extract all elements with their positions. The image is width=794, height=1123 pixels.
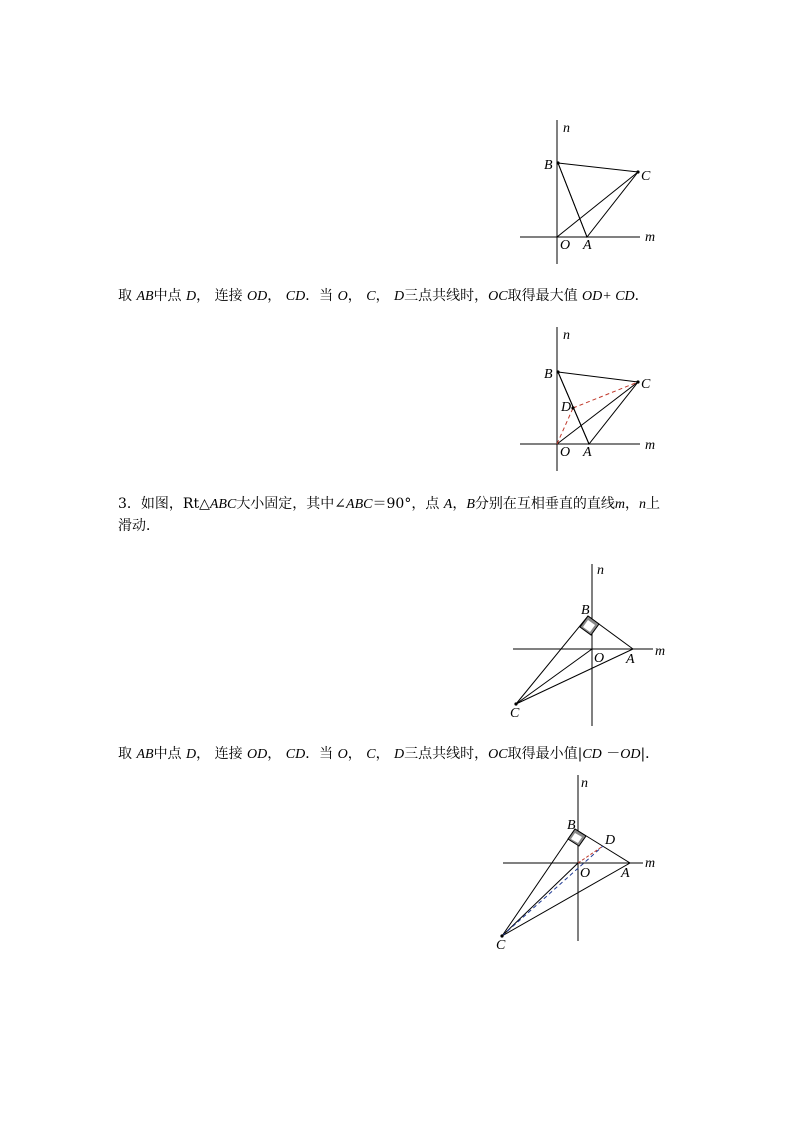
t: 取	[118, 746, 137, 762]
t: ，	[375, 288, 395, 304]
t: |．	[640, 746, 660, 762]
label-o: O	[580, 866, 591, 881]
var-c: C	[366, 747, 376, 762]
var-c: C	[366, 289, 376, 304]
label-a: A	[583, 445, 592, 460]
label-m: m	[645, 856, 656, 871]
var-ab: AB	[136, 747, 154, 762]
figure-3	[505, 562, 685, 730]
point-c	[636, 380, 639, 383]
t: 分别在互相垂直的直线	[474, 496, 615, 512]
point-d	[571, 406, 574, 409]
figure-2	[515, 325, 665, 475]
var-abc: ABC	[209, 497, 237, 512]
t: 上	[646, 496, 661, 512]
label-c: C	[510, 706, 520, 721]
t: ．当	[305, 746, 338, 762]
var-d: D	[394, 289, 405, 304]
point-b	[556, 370, 559, 373]
t: 三点共线时，	[404, 746, 489, 762]
var-ab: AB	[136, 289, 154, 304]
label-d: D	[605, 833, 616, 848]
t: ， 连接	[196, 288, 248, 304]
label-b: B	[567, 818, 576, 833]
var-b: B	[466, 497, 475, 512]
var-abc: ABC	[346, 497, 373, 512]
t: 中点	[153, 288, 187, 304]
problem-3-line-2	[118, 515, 160, 537]
var-oc: OC	[488, 289, 508, 304]
t: 中点	[153, 746, 187, 762]
label-c: C	[496, 938, 506, 953]
label-a: A	[621, 866, 630, 881]
var-od: OD	[620, 747, 641, 762]
problem-3-line-1	[118, 493, 660, 516]
point-b	[556, 161, 559, 164]
label-d: D	[561, 400, 572, 415]
t: 取得最小值|	[507, 746, 583, 762]
label-n: n	[563, 121, 570, 136]
solution-text-1	[118, 285, 649, 308]
var-od: OD	[247, 289, 268, 304]
t: ＝90°，点	[372, 496, 444, 512]
t: ．	[634, 288, 649, 304]
var-d: D	[394, 747, 405, 762]
var-oc: OC	[488, 747, 508, 762]
var-n: n	[639, 497, 647, 512]
var-d: D	[186, 747, 197, 762]
label-m: m	[655, 644, 666, 659]
var-cd: CD	[582, 747, 602, 762]
label-b: B	[544, 158, 553, 173]
t: 三点共线时，	[404, 288, 489, 304]
label-a: A	[626, 652, 635, 667]
t: ，	[452, 496, 467, 512]
t: ， 连接	[196, 746, 248, 762]
figure-1	[515, 118, 665, 268]
var-cd: CD	[285, 289, 306, 304]
t: ，	[375, 746, 395, 762]
var-o: O	[337, 747, 348, 762]
label-a: A	[583, 238, 592, 253]
t: Rt△	[182, 496, 210, 512]
label-n: n	[581, 776, 588, 791]
t: ，	[267, 746, 286, 762]
label-o: O	[560, 238, 571, 253]
label-m: m	[645, 438, 656, 453]
var-o: O	[337, 289, 348, 304]
t: 大小固定，其中∠	[236, 496, 347, 512]
t: ．当	[305, 288, 338, 304]
point-c	[636, 170, 639, 173]
var-cd: CD	[285, 747, 306, 762]
label-n: n	[597, 563, 604, 578]
t: －	[601, 746, 621, 762]
label-b: B	[544, 367, 553, 382]
t: 取得最大值	[507, 288, 583, 304]
var-od: OD	[247, 747, 268, 762]
triangle-abc	[558, 163, 638, 237]
var-d: D	[186, 289, 197, 304]
label-o: O	[560, 445, 571, 460]
segment-cd-dashed	[502, 846, 603, 936]
label-b: B	[581, 603, 590, 618]
figure-4	[495, 773, 675, 953]
label-c: C	[641, 377, 651, 392]
t: ，	[267, 288, 286, 304]
label-c: C	[641, 169, 651, 184]
label-m: m	[645, 230, 656, 245]
solution-text-2	[118, 743, 659, 766]
segment-oc	[557, 172, 638, 237]
t: 取	[118, 288, 137, 304]
t: ，	[625, 496, 640, 512]
label-n: n	[563, 328, 570, 343]
var-m: m	[614, 497, 626, 512]
label-o: O	[594, 651, 605, 666]
var-od-plus-cd: OD+ CD	[582, 289, 635, 304]
var-a: A	[443, 497, 453, 512]
t: ，	[347, 288, 367, 304]
t: 3．如图，	[118, 496, 183, 512]
segment-ba	[558, 163, 587, 237]
t: 滑动．	[118, 518, 160, 534]
segment-od-dashed	[578, 846, 603, 863]
t: ，	[347, 746, 367, 762]
